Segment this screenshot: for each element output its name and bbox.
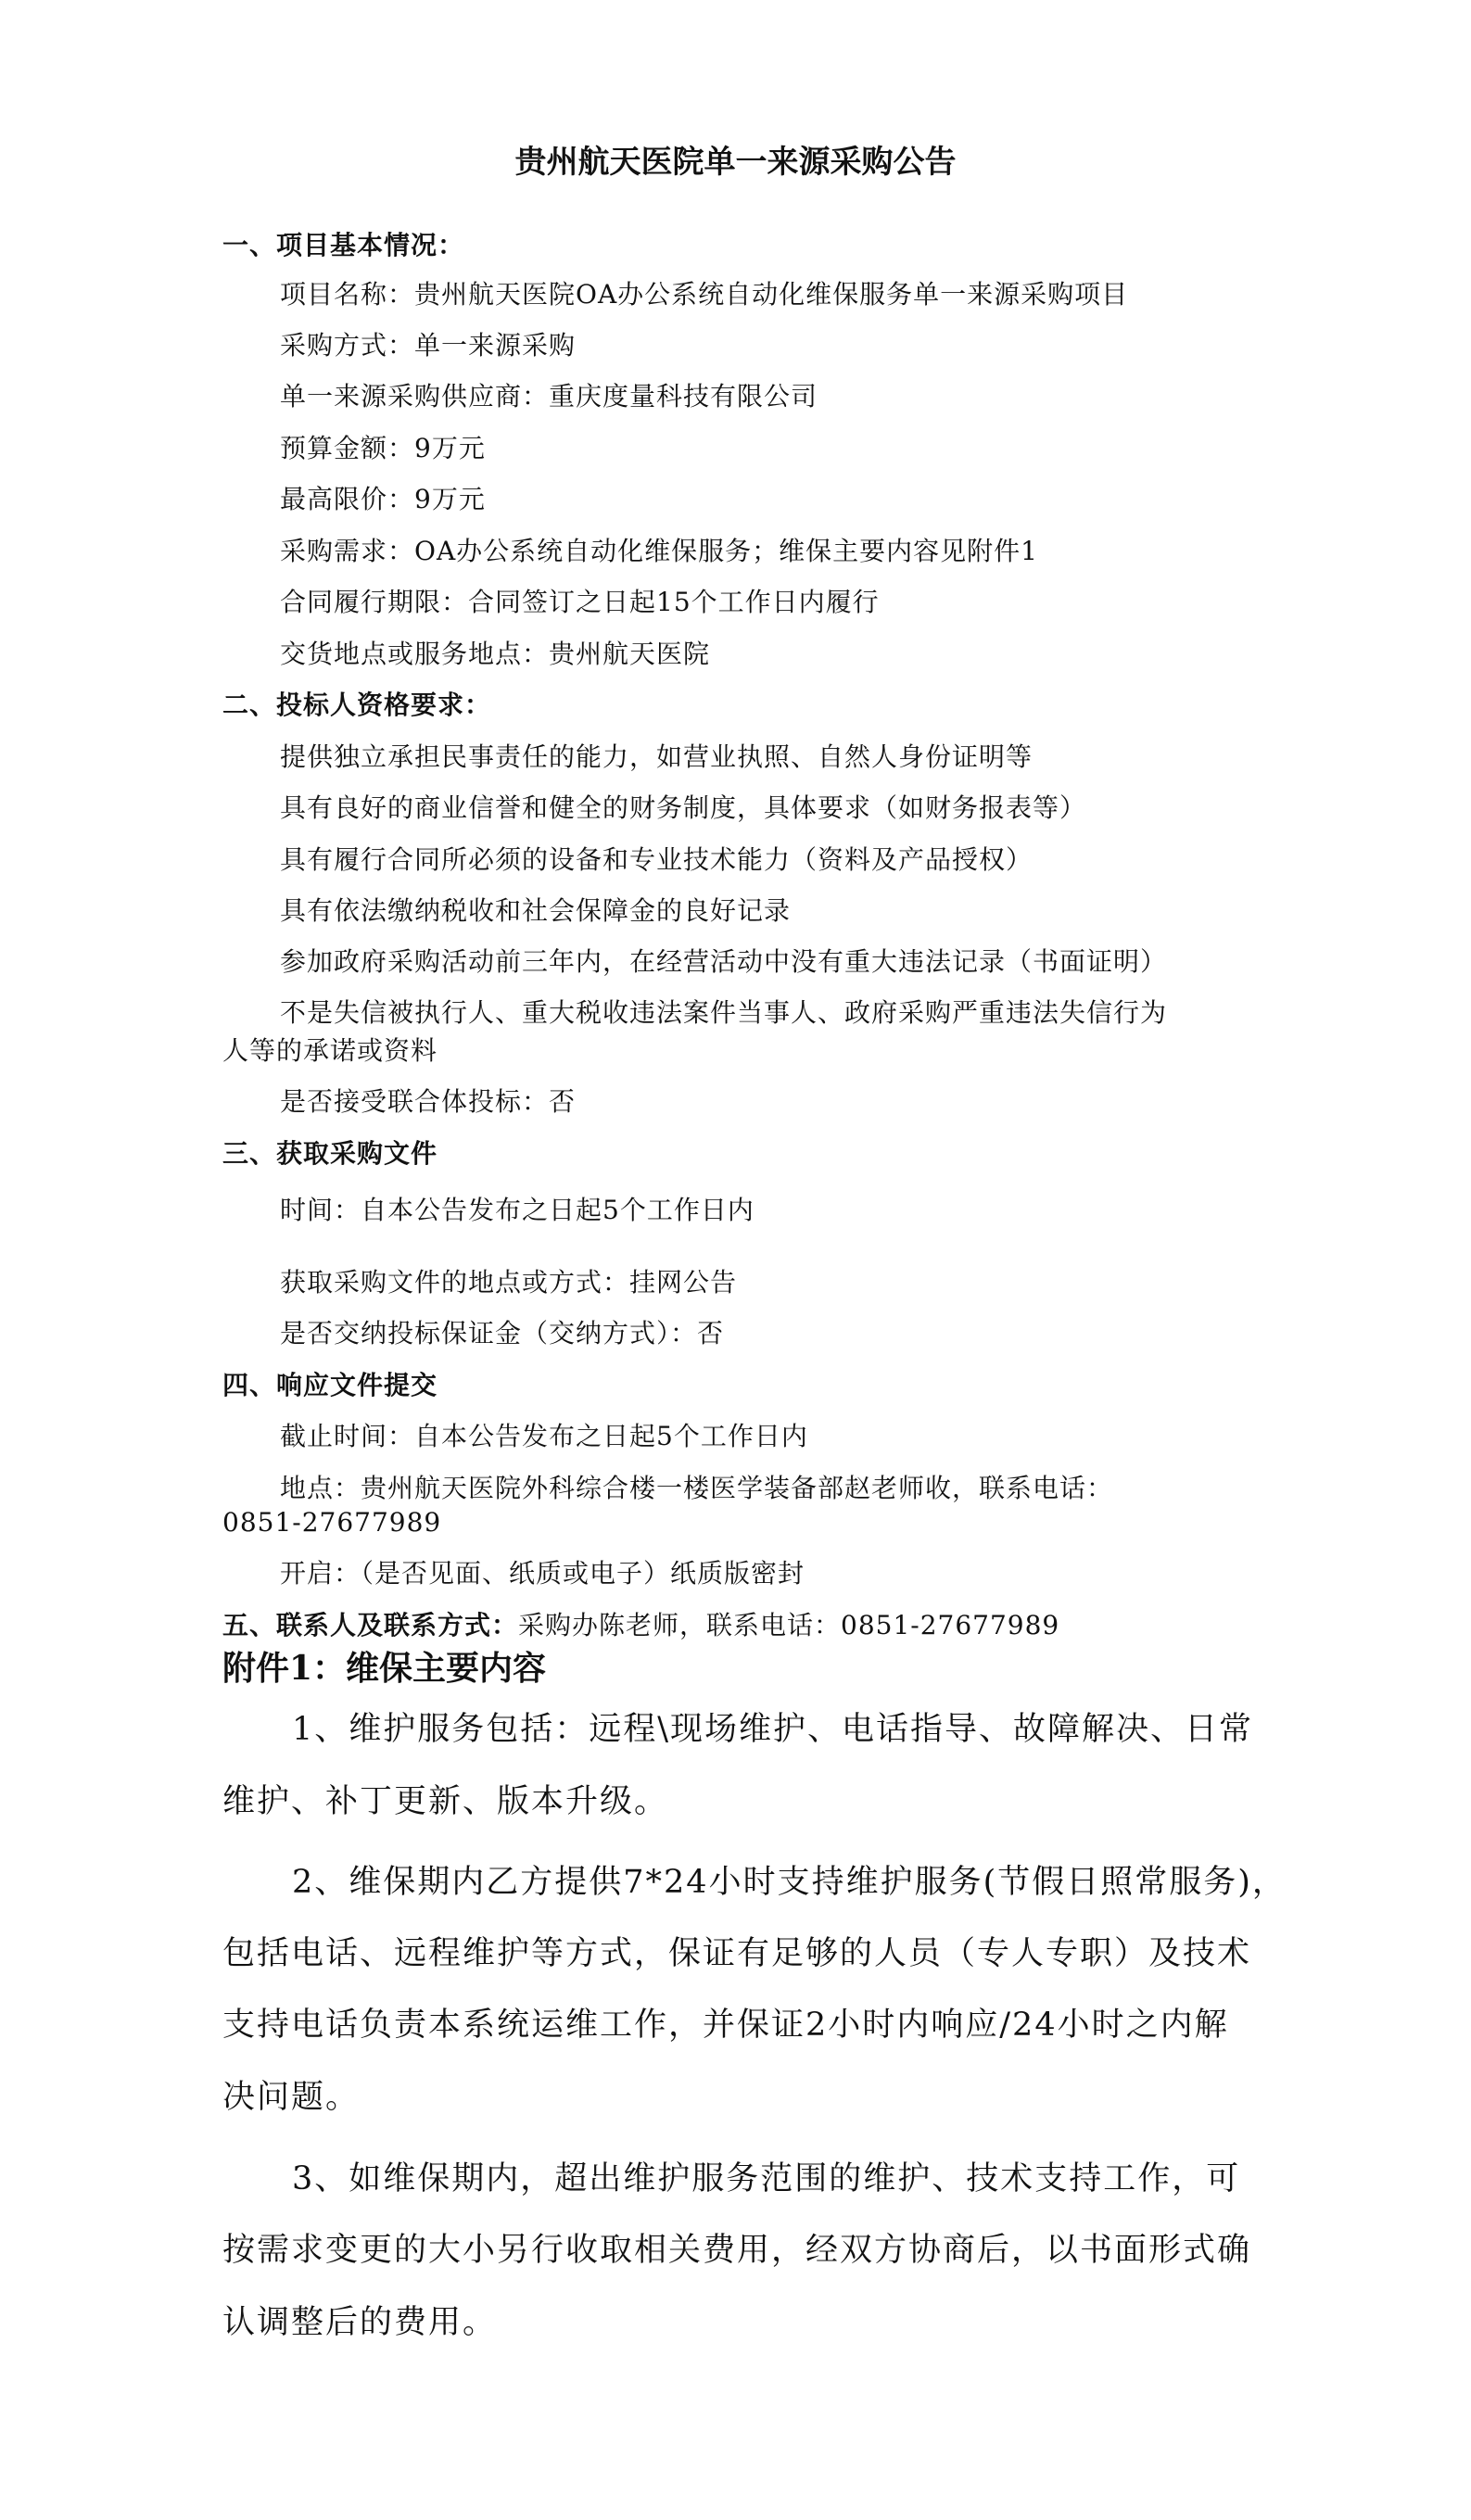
qualification-item: 具有履行合同所必须的设备和专业技术能力（资料及产品授权） [280,844,1034,875]
section-contact [222,1609,1059,1642]
annex-paragraph-line: 按需求变更的大小另行收取相关费用，经双方协商后，以书面形式确 [222,2232,1252,2269]
submission-deadline: 截止时间：自本公告发布之日起5个工作日内 [280,1421,808,1451]
annex-paragraph-line: 3、如维保期内，超出维护服务范围的维护、技术支持工作，可 [292,2160,1241,2197]
procurement-method: 采购方式：单一来源采购 [280,330,577,361]
obtain-time: 时间：自本公告发布之日起5个工作日内 [280,1195,755,1225]
submission-location: 地点：贵州航天医院外科综合楼一楼医学装备部赵老师收，联系电话： [280,1473,1114,1503]
bid-deposit: 是否交纳投标保证金（交纳方式）：否 [280,1318,725,1349]
max-price: 最高限价：9万元 [280,484,486,514]
procurement-requirement: 采购需求：OA办公系统自动化维保服务；维保主要内容见附件1 [280,536,1038,566]
annex-paragraph-line: 包括电话、远程维护等方式，保证有足够的人员（专人专职）及技术 [222,1935,1252,1972]
obtain-method: 获取采购文件的地点或方式：挂网公告 [280,1267,738,1298]
qualification-item: 具有依法缴纳税收和社会保障金的良好记录 [280,895,792,926]
delivery-location: 交货地点或服务地点：贵州航天医院 [280,639,711,669]
document-title: 贵州航天医院单一来源采购公告 [514,144,957,181]
annex-paragraph-line: 1、维护服务包括：远程\现场维护、电话指导、故障解决、日常 [292,1711,1254,1748]
annex-paragraph-line: 支持电话负责本系统运维工作，并保证2小时内响应/24小时之内解 [222,2007,1229,2044]
project-name: 项目名称：贵州航天医院OA办公系统自动化维保服务单一来源采购项目 [280,279,1129,310]
annex-title: 附件1：维保主要内容 [222,1649,547,1688]
opening-method: 开启：（是否见面、纸质或电子）纸质版密封 [280,1558,805,1589]
qualification-item-continued: 人等的承诺或资料 [222,1035,438,1066]
qualification-item: 参加政府采购活动前三年内，在经营活动中没有重大违法记录（书面证明） [280,946,1168,977]
qualification-item: 不是失信被执行人、重大税收违法案件当事人、政府采购严重违法失信行为 [280,997,1168,1028]
annex-paragraph-line: 认调整后的费用。 [222,2304,498,2341]
section-heading-obtain-documents: 三、获取采购文件 [222,1138,438,1169]
section-heading-response-submission: 四、响应文件提交 [222,1370,438,1400]
qualification-item: 提供独立承担民事责任的能力，如营业执照、自然人身份证明等 [280,741,1034,772]
submission-phone: 0851-27677989 [222,1507,442,1538]
annex-paragraph-line: 维护、补丁更新、版本升级。 [222,1783,669,1820]
contact-heading: 五、联系人及联系方式： [222,1610,519,1640]
annex-paragraph-line: 决问题。 [222,2079,361,2116]
annex-paragraph-line: 2、维保期内乙方提供7*24小时支持维护服务(节假日照常服务)， [292,1864,1287,1901]
contract-period: 合同履行期限：合同签订之日起15个工作日内履行 [280,587,880,617]
section-heading-basic-info: 一、项目基本情况： [222,230,465,260]
contact-value: 采购办陈老师，联系电话：0851-27677989 [518,1610,1060,1640]
consortium-bid: 是否接受联合体投标：否 [280,1086,577,1117]
section-heading-qualifications: 二、投标人资格要求： [222,690,492,720]
supplier: 单一来源采购供应商：重庆度量科技有限公司 [280,381,818,412]
budget-amount: 预算金额：9万元 [280,433,486,463]
qualification-item: 具有良好的商业信誉和健全的财务制度，具体要求（如财务报表等） [280,792,1087,823]
